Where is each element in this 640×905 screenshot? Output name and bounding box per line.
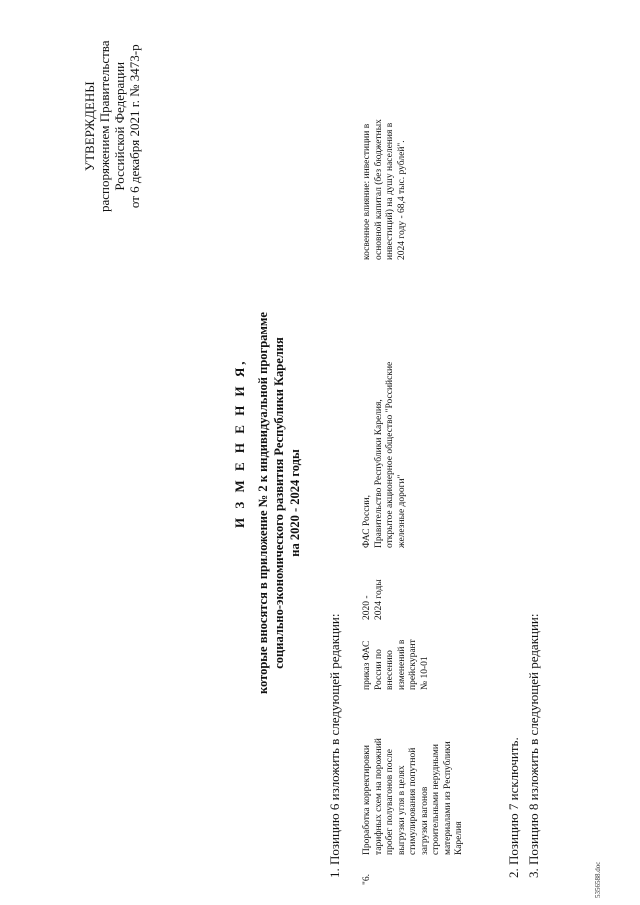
approval-line-2: Российской Федерации	[112, 61, 127, 191]
cell-executors: ФАС России, Правительство Республики Карелия, открытое акционерное общество "Российские железные дороги"	[362, 361, 407, 548]
cell-term: 2020 - 2024 годы	[362, 579, 384, 620]
subtitle-block	[255, 312, 303, 694]
subtitle-line-2: социально-экономического развития Республики Карелия	[272, 337, 286, 669]
approval-line-3: от 6 декабря 2021 г. № 3473-р	[127, 44, 142, 209]
cell-measure: Проработка корректировки тарифных схем на порожний пробег полувагонов после выгрузки угля в целях стимулирования попутной загрузки вагонов строительными нерудными материалами из Республики Карелия	[362, 738, 464, 855]
item-1-text: 1. Позицию 6 изложить в следующей редакции:	[327, 613, 342, 878]
approval-title: УТВЕРЖДЕНЫ	[82, 81, 97, 172]
page-title: И З М Е Н Е Н И Я,	[232, 358, 247, 528]
item-3-text: 3. Позицию 8 изложить в следующей редакции:	[526, 613, 541, 878]
approval-line-1: распоряжением Правительства	[97, 40, 112, 212]
item-2-text: 2. Позицию 7 исключить.	[506, 737, 521, 878]
row-number: "6.	[362, 873, 372, 885]
subtitle-line-3: на 2020 - 2024 годы	[288, 449, 302, 557]
cell-effect: косвенное влияние: инвестиции в основной капитал (без бюджетных инвестиций) на душу населения в 2024 году - 68,4 тыс. рублей".	[362, 119, 407, 260]
document-code: 5356588.doc	[594, 861, 602, 898]
cell-document: приказ ФАС России по внесению изменений в прейскурант № 10-01	[362, 639, 430, 690]
subtitle-line-1: которые вносятся в приложение № 2 к индивидуальной программе	[256, 312, 270, 694]
approval-block	[82, 40, 142, 212]
